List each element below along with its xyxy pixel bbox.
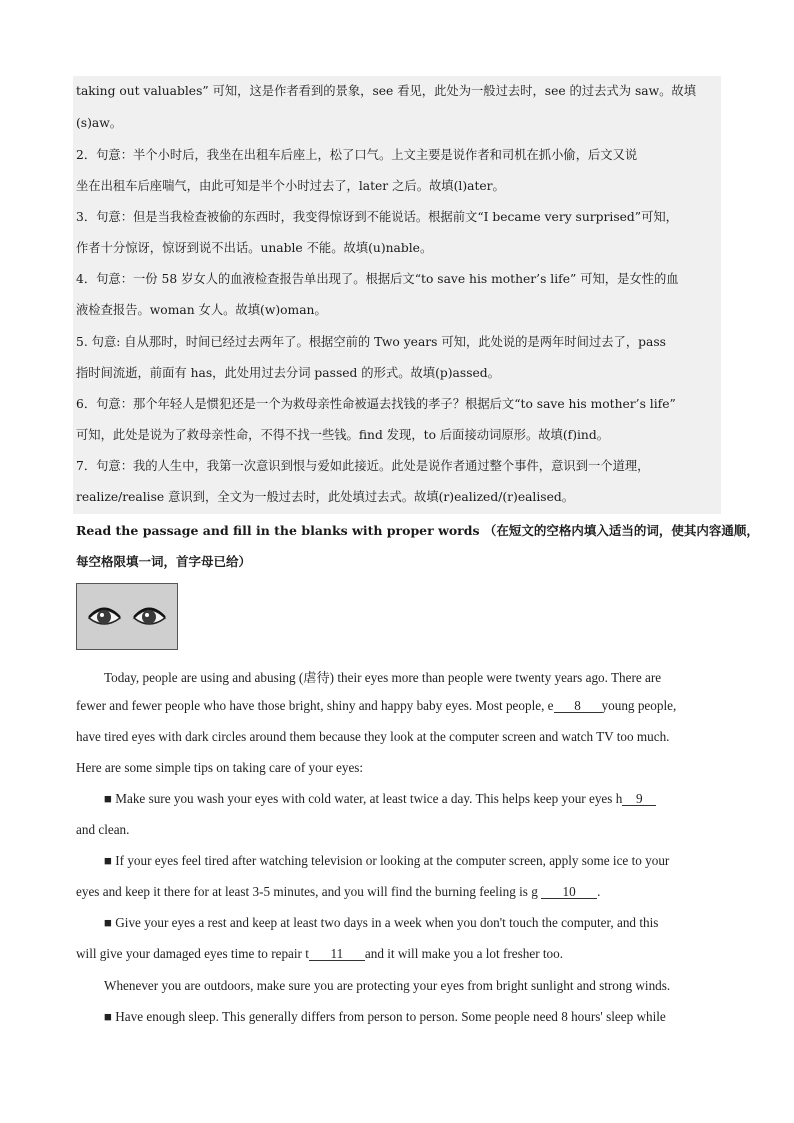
bullet-text: ■ Make sure you wash your eyes with cold water, at least twice a day. This helps keep your eyes h: [104, 791, 623, 806]
bullet-1-line2: and clean.: [76, 822, 130, 837]
answer-line-12: 可知，此处是说为了救母亲性命，不得不找一些钱。find 发现，to 后面接动词原形。故填(f)ind。: [76, 428, 610, 442]
answer-line-3: 2．句意：半个小时后，我坐在出租车后座上，松了口气。上文主要是说作者和司机在抓小偷，后文又说: [76, 148, 638, 162]
heading-english: Read the passage and fill in the blanks with proper words: [76, 523, 480, 538]
blank-11: 11: [309, 947, 365, 961]
eyes-icon: [77, 584, 177, 649]
bullet-text: eyes and keep it there for at least 3-5 minutes, and you will find the burning feeling is g: [76, 884, 542, 899]
bullet-text: .: [597, 884, 601, 899]
eyes-image: [76, 583, 178, 650]
answer-line-10: 指时间流逝，前面有 has，此处用过去分词 passed 的形式。故填(p)assed。: [76, 366, 500, 380]
passage-p1-line4: Here are some simple tips on taking care of your eyes:: [76, 760, 364, 775]
passage-text: fewer and fewer people who have those bright, shiny and happy baby eyes. Most people, e: [76, 698, 554, 713]
answer-line-5: 3．句意：但是当我检查被偷的东西时，我变得惊讶到不能说话。根据前文“I became very surprised”可知，: [76, 210, 678, 224]
blank-9: 9: [622, 792, 656, 806]
answer-line-2: (s)aw。: [76, 116, 123, 130]
answer-line-7: 4．句意：一份 58 岁女人的血液检查报告单出现了。根据后文“to save his mother’s life” 可知，是女性的血: [76, 272, 679, 286]
answer-line-8: 液检查报告。woman 女人。故填(w)oman。: [76, 303, 327, 317]
answer-explanation-block: [73, 76, 721, 514]
bullet-1-line1: [104, 791, 656, 807]
answer-line-14: realize/realise 意识到，全文为一般过去时，此处填过去式。故填(r)ealized/(r)ealised。: [76, 490, 575, 504]
bullet-3-line2: [76, 946, 563, 962]
passage-p1-line1: Today, people are using and abusing (虐待) their eyes more than people were twenty years ago. There are: [104, 670, 662, 685]
answer-line-1: taking out valuables” 可知，这是作者看到的景象，see 看见，此处为一般过去时，see 的过去式为 saw。故填: [76, 84, 697, 98]
bullet-2-line2: [76, 884, 600, 900]
section-heading: [76, 521, 759, 539]
passage-p2: Whenever you are outdoors, make sure you are protecting your eyes from bright sunlight and strong winds.: [104, 978, 671, 993]
passage-p1-line3: have tired eyes with dark circles around them because they look at the computer screen and watch TV too much.: [76, 729, 670, 744]
answer-line-11: 6．句意：那个年轻人是惯犯还是一个为救母亲性命被逼去找钱的孝子？根据后文“to save his mother’s life”: [76, 397, 676, 411]
blank-10: 10: [541, 885, 597, 899]
answer-line-6: 作者十分惊讶，惊讶到说不出话。unable 不能。故填(u)nable。: [76, 241, 433, 255]
bullet-text: will give your damaged eyes time to repair t: [76, 946, 309, 961]
answer-line-13: 7．句意：我的人生中，我第一次意识到恨与爱如此接近。此处是说作者通过整个事件，意识到一个道理，: [76, 459, 650, 473]
answer-line-9: 5. 句意: 自从那时，时间已经过去两年了。根据空前的 Two years 可知，此处说的是两年时间过去了，pass: [76, 335, 666, 349]
bullet-2-line1: ■ If your eyes feel tired after watching television or looking at the computer screen, apply some ice to your: [104, 853, 670, 868]
passage-text: young people,: [601, 698, 677, 713]
heading-chinese: （在短文的空格内填入适当的词，使其内容通顺，: [483, 523, 759, 538]
bullet-4-line1: ■ Have enough sleep. This generally differs from person to person. Some people need 8 hours' sleep while: [104, 1009, 666, 1024]
answer-line-4: 坐在出租车后座喘气，由此可知是半个小时过去了，later 之后。故填(l)ater。: [76, 179, 505, 193]
section-heading-line2: 每空格限填一词，首字母已给）: [76, 554, 252, 569]
bullet-text: and it will make you a lot fresher too.: [364, 946, 564, 961]
bullet-3-line1: ■ Give your eyes a rest and keep at least two days in a week when you don't touch the computer, and this: [104, 915, 659, 930]
blank-8: 8: [554, 699, 602, 713]
passage-p1-line2: [76, 698, 676, 714]
